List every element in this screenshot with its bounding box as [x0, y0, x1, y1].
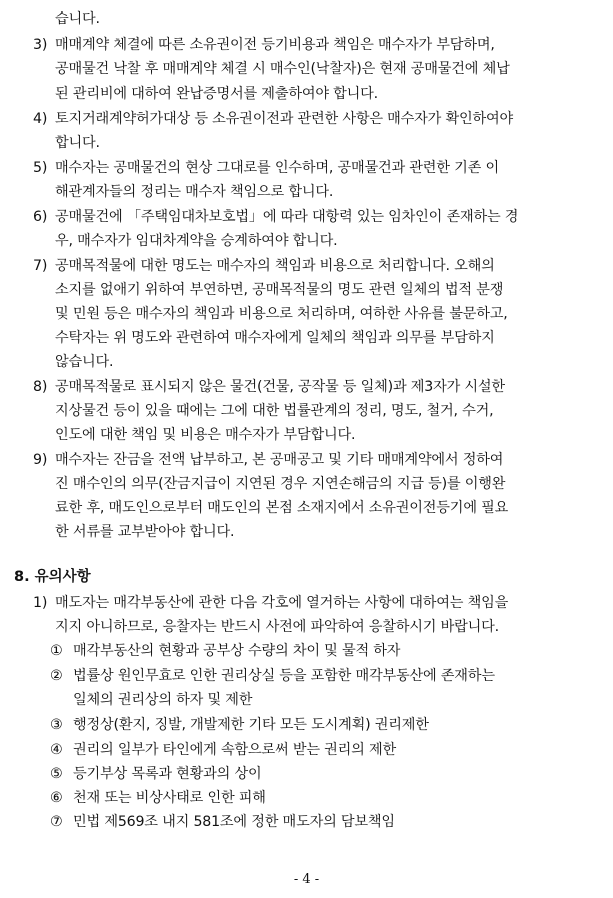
item-5-line-2: 해관계자들의 정리는 매수자 책임으로 합니다.: [55, 184, 334, 200]
subitem-2-line-1: 법률상 원인무효로 인한 권리상실 등을 포함한 매각부동산에 존재하는: [73, 668, 495, 684]
item-7-line-1: 공매목적물에 대한 명도는 매수자의 책임과 비용으로 처리합니다. 오해의: [55, 258, 495, 274]
item-7-number: 7): [33, 258, 48, 274]
subitem-4-marker: ④: [50, 742, 63, 758]
item-6-line-1: 공매물건에 「주택임대차보호법」에 따라 대항력 있는 임차인이 존재하는 경: [55, 209, 519, 225]
item-6-number: 6): [33, 209, 48, 225]
subitem-2-marker: ②: [50, 668, 63, 684]
caution-item-1-line-2: 지지 아니하므로, 응찰자는 반드시 사전에 파악하여 응찰하시기 바랍니다.: [55, 619, 499, 635]
continuation-text: 습니다.: [55, 11, 100, 27]
item-3-number: 3): [33, 37, 48, 53]
caution-item-1-number: 1): [33, 595, 48, 611]
item-4-line-2: 합니다.: [55, 135, 100, 151]
caution-item-1-line-1: 매도자는 매각부동산에 관한 다음 각호에 열거하는 사항에 대하여는 책임을: [55, 595, 509, 611]
subitem-3-marker: ③: [50, 717, 63, 733]
item-4-line-1: 토지거래계약허가대상 등 소유권이전과 관련한 사항은 매수자가 확인하여야: [55, 111, 514, 127]
item-7-line-5: 않습니다.: [55, 354, 114, 370]
subitem-7-line-1: 민법 제569조 내지 581조에 정한 매도자의 담보책임: [73, 814, 395, 830]
item-5-line-1: 매수자는 공매물건의 현상 그대로를 인수하며, 공매물건과 관련한 기존 이: [55, 160, 499, 176]
subitem-7-marker: ⑦: [50, 814, 63, 830]
item-3-line-2: 공매물건 낙찰 후 매매계약 체결 시 매수인(낙찰자)은 현재 공매물건에 체납: [55, 61, 510, 77]
item-8-number: 8): [33, 379, 48, 395]
subitem-1-line-1: 매각부동산의 현황과 공부상 수량의 차이 및 물적 하자: [73, 643, 401, 659]
item-5-number: 5): [33, 160, 48, 176]
item-8-line-1: 공매목적물로 표시되지 않은 물건(건물, 공작물 등 일체)과 제3자가 시설한: [55, 379, 505, 395]
subitem-3-line-1: 행정상(환지, 징발, 개발제한 기타 모든 도시계획) 권리제한: [73, 717, 429, 733]
subitem-5-marker: ⑤: [50, 766, 63, 782]
subitem-2-line-2: 일체의 권리상의 하자 및 제한: [73, 692, 253, 708]
item-7-line-4: 수탁자는 위 명도와 관련하여 매수자에게 일체의 책임과 의무를 부담하지: [55, 330, 495, 346]
subitem-4-line-1: 권리의 일부가 타인에게 속함으로써 받는 권리의 제한: [73, 742, 396, 758]
item-6-line-2: 우, 매수자가 임대차계약을 승계하여야 합니다.: [55, 233, 338, 249]
item-4-number: 4): [33, 111, 48, 127]
item-9-line-3: 료한 후, 매도인으로부터 매도인의 본점 소재지에서 소유권이전등기에 필요: [55, 500, 509, 516]
item-9-line-4: 한 서류를 교부받아야 합니다.: [55, 524, 235, 540]
item-8-line-2: 지상물건 등이 있을 때에는 그에 대한 법률관계의 정리, 명도, 철거, 수거,: [55, 403, 494, 419]
item-9-line-1: 매수자는 잔금을 전액 납부하고, 본 공매공고 및 기타 매매계약에서 정하여: [55, 452, 504, 468]
section-heading: 8. 유의사항: [14, 569, 91, 585]
page-number: - 4 -: [293, 872, 320, 887]
subitem-6-marker: ⑥: [50, 790, 63, 806]
item-7-line-2: 소지를 없애기 위하여 부연하면, 공매목적물의 명도 관련 일체의 법적 분쟁: [55, 282, 504, 298]
item-3-line-3: 된 관리비에 대하여 완납증명서를 제출하여야 합니다.: [55, 86, 378, 102]
item-3-line-1: 매매계약 체결에 따른 소유권이전 등기비용과 책임은 매수자가 부담하며,: [55, 37, 495, 53]
item-9-number: 9): [33, 452, 48, 468]
item-8-line-3: 인도에 대한 책임 및 비용은 매수자가 부담합니다.: [55, 427, 356, 443]
subitem-1-marker: ①: [50, 643, 63, 659]
subitem-6-line-1: 천재 또는 비상사태로 인한 피해: [73, 790, 266, 806]
item-7-line-3: 및 민원 등은 매수자의 책임과 비용으로 처리하며, 여하한 사유를 불문하고,: [55, 306, 508, 322]
item-9-line-2: 진 매수인의 의무(잔금지급이 지연된 경우 지연손해금의 지급 등)를 이행완: [55, 476, 506, 492]
subitem-5-line-1: 등기부상 목록과 현황과의 상이: [73, 766, 262, 782]
